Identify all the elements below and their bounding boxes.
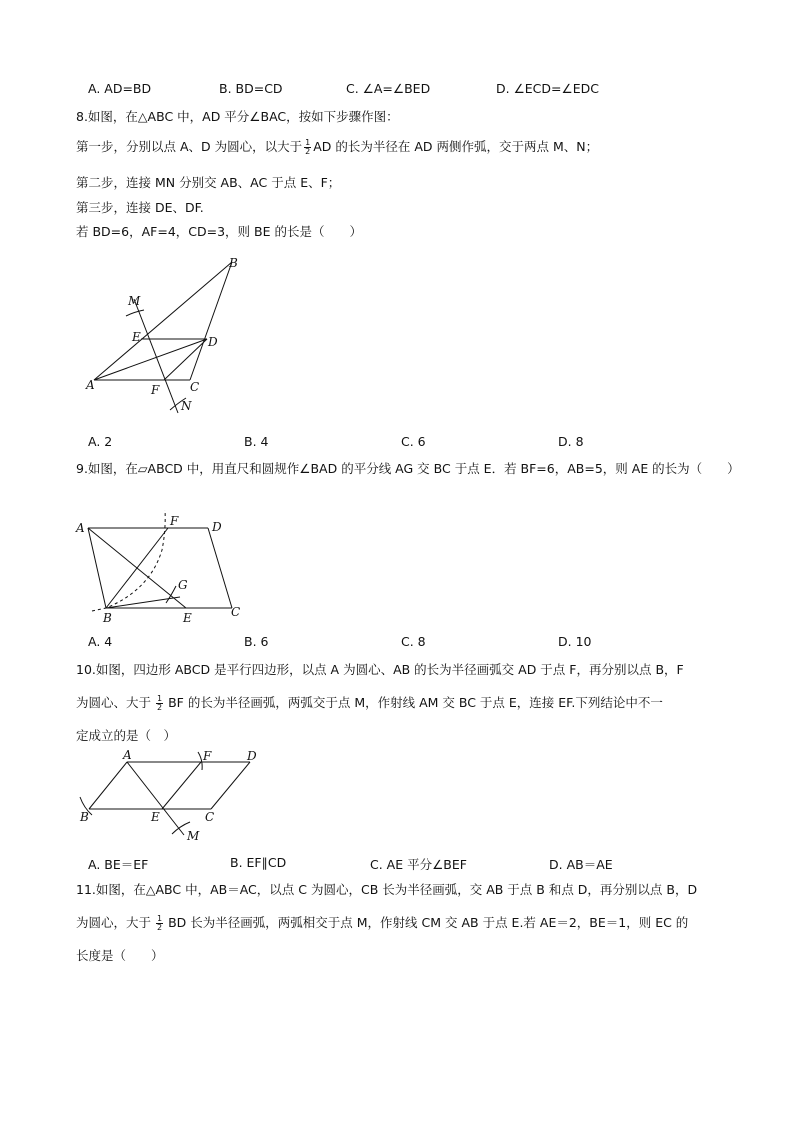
q8-step1-post: AD 的长为半径在 AD 两侧作弧，交于两点 M、N； [313, 139, 599, 154]
q10-figure [74, 746, 270, 842]
fraction-denominator: 2 [157, 923, 163, 932]
q7-option-d: D. ∠ECD=∠EDC [496, 81, 599, 96]
q10-line1: 10.如图，四边形 ABCD 是平行四边形，以点 A 为圆心、AB 的长为半径画弧交 AD 于点 F，再分别以点 B，F [76, 662, 684, 677]
q8-label-c: C [190, 380, 200, 394]
fraction-denominator: 2 [157, 703, 163, 712]
q9-label-g: G [178, 578, 188, 592]
fraction-numerator: 1 [157, 914, 163, 923]
q9-label-c: C [231, 605, 241, 619]
q8-label-a: A [86, 378, 95, 392]
fraction-numerator: 1 [157, 694, 163, 703]
q8-option-a: A. 2 [88, 434, 113, 449]
q10-label-m: M [187, 829, 200, 842]
q10-fraction [156, 695, 163, 712]
q10-line2-post: BF 的长为半径画弧，两弧交于点 M，作射线 AM 交 BC 于点 E，连接 EF.下列结论中不一 [168, 695, 663, 710]
q9-stem: 9.如图，在▱ABCD 中，用直尺和圆规作∠BAD 的平分线 AG 交 BC 于点 E．若 BF=6，AB=5，则 AE 的长为（ ） [76, 461, 740, 476]
q8-fraction [304, 139, 311, 156]
q8-step1-pre: 第一步，分别以点 A、D 为圆心，以大于 [76, 139, 303, 154]
q10-label-f: F [203, 749, 212, 763]
q11-line2 [76, 913, 688, 932]
q9-label-d: D [212, 520, 222, 534]
fraction-numerator: 1 [305, 138, 311, 147]
q9-label-b: B [103, 611, 112, 625]
q8-step1 [76, 137, 598, 156]
q7-option-c: C. ∠A=∠BED [346, 81, 431, 96]
q10-label-c: C [205, 810, 215, 824]
q10-label-b: B [80, 810, 89, 824]
q11-line2-post: BD 长为半径画弧，两弧相交于点 M，作射线 CM 交 AB 于点 E.若 AE＝2，BE＝1，则 EC 的 [168, 915, 689, 930]
q7-option-a: A. AD=BD [88, 81, 152, 96]
fraction-denominator: 2 [305, 147, 311, 156]
q11-line1: 11.如图，在△ABC 中，AB＝AC，以点 C 为圆心，CB 长为半径画弧，交 AB 于点 B 和点 D，再分别以点 B，D [76, 882, 698, 897]
q10-option-d: D. AB＝AE [549, 857, 613, 872]
q10-label-e: E [151, 810, 160, 824]
q11-fraction [156, 915, 163, 932]
q10-line2 [76, 693, 663, 712]
q11-line2-pre: 为圆心，大于 [76, 915, 152, 930]
q10-label-d: D [247, 749, 257, 763]
q8-step3: 第三步，连接 DE、DF. [76, 200, 204, 215]
q8-option-b: B. 4 [244, 434, 269, 449]
q8-stem: 8.如图，在△ABC 中，AD 平分∠BAC，按如下步骤作图： [76, 109, 399, 124]
q10-option-c: C. AE 平分∠BEF [370, 857, 467, 872]
q8-label-n: N [181, 399, 192, 413]
q9-option-d: D. 10 [558, 634, 592, 649]
q9-label-a: A [76, 521, 85, 535]
q8-option-c: C. 6 [401, 434, 426, 449]
q10-option-b: B. EF∥CD [230, 855, 287, 870]
q8-label-d: D [208, 335, 218, 349]
q9-figure [74, 505, 250, 629]
q9-label-f: F [170, 514, 179, 528]
q10-line2-pre: 为圆心、大于 [76, 695, 152, 710]
q7-option-b: B. BD=CD [219, 81, 283, 96]
q9-option-a: A. 4 [88, 634, 113, 649]
q8-option-d: D. 8 [558, 434, 584, 449]
q11-line3: 长度是（ ） [76, 948, 164, 963]
q8-question: 若 BD=6，AF=4，CD=3，则 BE 的长是（ ） [76, 224, 362, 239]
q9-option-b: B. 6 [244, 634, 269, 649]
q8-figure [80, 252, 260, 420]
q9-option-c: C. 8 [401, 634, 426, 649]
q8-label-e: E [132, 330, 141, 344]
q10-option-a: A. BE＝EF [88, 857, 149, 872]
q9-label-e: E [183, 611, 192, 625]
q8-label-b: B [229, 256, 238, 270]
q8-label-m: M [128, 294, 141, 308]
q10-label-a: A [123, 748, 132, 762]
q8-label-f: F [151, 383, 160, 397]
q8-step2: 第二步，连接 MN 分别交 AB、AC 于点 E、F； [76, 175, 341, 190]
q10-line3: 定成立的是（ ） [76, 728, 177, 743]
